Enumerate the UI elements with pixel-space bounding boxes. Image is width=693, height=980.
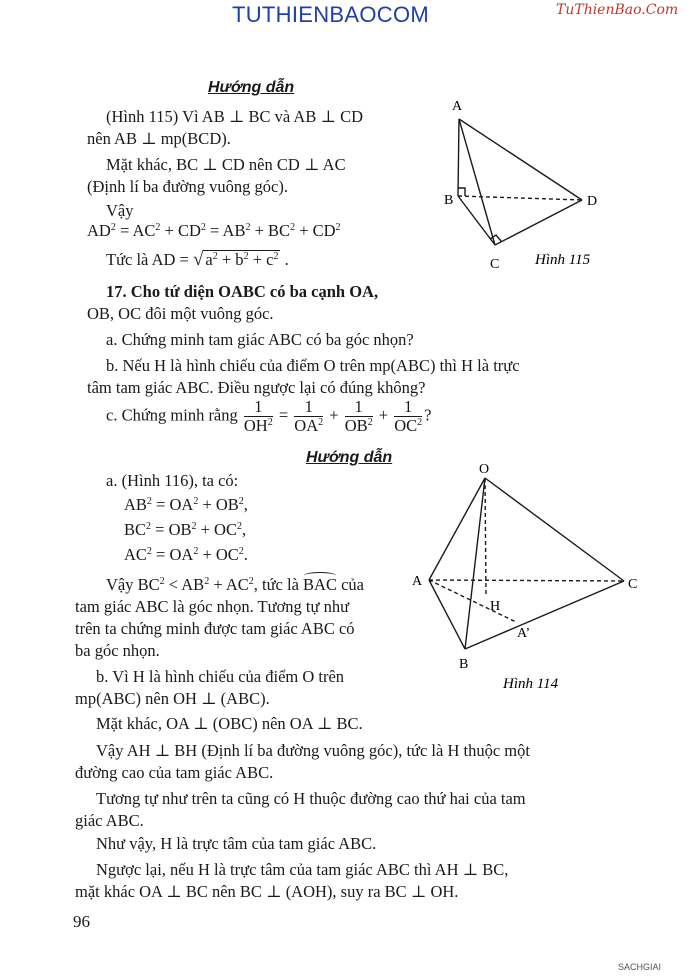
text-line: mp(ABC) nên OH ⊥ (ABC). [75,689,270,708]
figure-caption: Hình 114 [503,676,559,692]
label-d: D [587,194,598,209]
question-a: a. Chứng minh tam giác ABC có ba góc nhọn? [106,330,414,349]
equation-bc: $BC^2 = OB^2 + OC^2$, [124,520,247,539]
figure-caption: Hình 115 [535,252,591,268]
equation-ad-squared: $AD^2 = AC^2 + CD^2 = AB^2 + BC^2 + CD^2$ [87,221,341,240]
text-line: Tương tự như trên ta cũng có H thuộc đường cao thứ hai của tam [96,789,526,808]
figure-114 [400,455,640,695]
text-line: tâm tam giác ABC. Điều ngược lại có đúng không? [87,378,426,397]
watermark-logo: TuThienBao.Com [556,2,679,18]
question-c: c. Chứng minh rằng $\frac{1}{OH^2}$ = $\frac{1}{OA^2}$ + $\frac{1}{OB^2}$ + $\frac{1}{OC^2}$ ? [106,397,432,435]
brand-logo: SACHGIAI [618,962,662,972]
text-line: Mặt khác, OA ⊥ (OBC) nên OA ⊥ BC. [96,714,363,733]
text-line: mặt khác OA ⊥ BC nên BC ⊥ (AOH), suy ra BC ⊥ OH. [75,882,459,901]
label-c: C [628,577,638,592]
equation-ad: Tức là AD = √ $a^2 + b^2 + c^2$ . [106,249,289,270]
text-line: OB, OC đôi một vuông góc. [87,304,274,323]
site-title: TUTHIENBAOCOM [232,2,430,27]
text-line: giác ABC. [75,811,144,830]
figure-115 [430,92,620,272]
label-o: O [479,462,490,477]
text-line: đường cao của tam giác ABC. [75,763,274,782]
label-c: C [490,257,500,272]
text-line: a. (Hình 116), ta có: [106,471,239,490]
text-line: Như vậy, H là trực tâm của tam giác ABC. [96,834,377,853]
equation-ac: $AC^2 = OA^2 + OC^2$. [124,545,248,564]
text-line: tam giác ABC là góc nhọn. Tương tự như [75,597,350,616]
equation-ab: $AB^2 = OA^2 + OB^2$, [124,495,248,514]
text-line: b. Vì H là hình chiếu của điểm O trên [96,667,345,686]
text-line: trên ta chứng minh được tam giác ABC có [75,619,355,638]
page-number: 96 [73,912,90,931]
text-line: Vậy [106,201,134,220]
text-line: (Định lí ba đường vuông góc). [87,177,288,196]
label-a-prime: A’ [517,626,531,641]
guide-heading-2: Hướng dẫn [306,449,393,466]
label-b: B [444,193,454,208]
question-b: b. Nếu H là hình chiếu của điểm O trên mp(ABC) thì H là trực [106,356,520,375]
text-line: Vậy $BC^2 < AB^2 + AC^2$, tức là BAC của [106,575,365,594]
problem-17-line: 17. Cho tứ diện OABC có ba cạnh OA, [106,282,379,301]
label-a: A [452,99,463,114]
text-line: Vậy AH ⊥ BH (Định lí ba đường vuông góc), tức là H thuộc một [96,741,530,760]
text-line: (Hình 115) Vì AB ⊥ BC và AB ⊥ CD [106,107,364,126]
label-a: A [412,574,423,589]
text-line: nên AB ⊥ mp(BCD). [87,129,231,148]
label-h: H [490,599,501,614]
text-line: ba góc nhọn. [75,641,160,660]
label-b: B [459,657,469,672]
text-line: Ngược lại, nếu H là trực tâm của tam giác ABC thì AH ⊥ BC, [96,860,509,879]
text-line: Mặt khác, BC ⊥ CD nên CD ⊥ AC [106,155,346,174]
guide-heading-1: Hướng dẫn [208,79,295,96]
